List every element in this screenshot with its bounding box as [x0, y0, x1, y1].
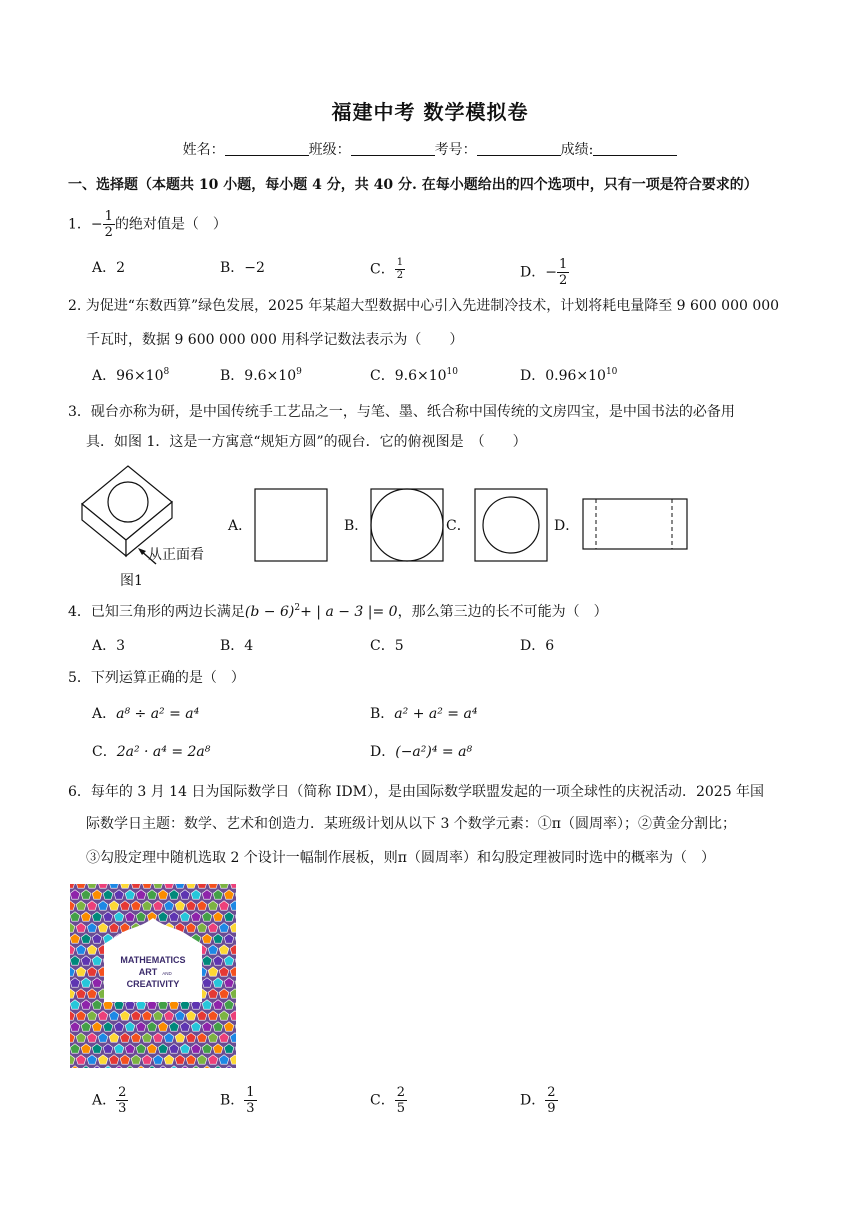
q4-option-c[interactable]: C．5 — [370, 638, 404, 654]
q2-option-c[interactable]: C．$9.6\times 10^{10}$ — [370, 367, 458, 384]
q5-option-a[interactable]: A．a⁸ ÷ a² = a⁴ — [92, 706, 200, 722]
q1-option-a[interactable]: A．2 — [92, 260, 126, 276]
poster-line3: CREATIVITY — [126, 979, 180, 989]
class-blank[interactable] — [351, 141, 435, 156]
question-6-line1: 6．每年的 3 月 14 日为国际数学日（简称 IDM），是由国际数学联盟发起的一项全球性的庆祝活动．2025 年国 — [68, 784, 765, 800]
formula: (b − 6) — [244, 604, 295, 620]
q3-option-a-label[interactable]: A． — [228, 518, 253, 534]
question-4-stem: 4．已知三角形的两边长满足$(b - 6)^2+$ | a − 3 |= 0，那么第三边的长不可能为（ ） — [68, 603, 608, 620]
q2-option-d[interactable]: D．$0.96\times 10^{10}$ — [520, 367, 618, 384]
question-text: 的绝对值是（ ） — [114, 216, 227, 233]
question-5-stem: 5．下列运算正确的是（ ） — [68, 670, 245, 686]
q3-option-d-label[interactable]: D． — [554, 518, 580, 534]
q5-option-d[interactable]: D．(−a²)⁴ = a⁸ — [370, 744, 473, 760]
q6-option-c[interactable]: C． $\frac{2}{5}$ — [370, 1085, 405, 1116]
exam-no-label: 考号： — [434, 142, 477, 158]
q3-option-c-label[interactable]: C． — [446, 518, 471, 534]
q5-option-c[interactable]: C．2a² · a⁴ = 2a⁸ — [92, 744, 211, 760]
view-direction-label: 从正面看 — [148, 547, 204, 563]
question-6-line2: 际数学日主题：数学、艺术和创造力．某班级计划从以下 3 个数学元素：①π（圆周率）；②黄金分割比； — [86, 816, 737, 832]
page-title: 福建中考 数学模拟卷 — [331, 100, 529, 124]
poster-line2: ART — [138, 967, 158, 977]
question-6-line3: ③勾股定理中随机选取 2 个设计一幅制作展板，则π（圆周率）和勾股定理被同时选中的概率为（ ） — [86, 850, 716, 866]
q4-option-d[interactable]: D．6 — [520, 638, 555, 654]
q3-option-a-figure[interactable] — [254, 488, 330, 564]
question-3-line2: 具．如图 1．这是一方寓意“规矩方圆”的砚台．它的俯视图是 （ ） — [86, 434, 527, 450]
q1-option-d[interactable]: D．− $\frac{1}{2}$ — [520, 257, 568, 288]
student-info-line — [0, 139, 860, 159]
score-blank[interactable] — [593, 141, 677, 156]
question-3-line1: 3．砚台亦称为研，是中国传统手工艺品之一，与笔、墨、纸合称中国传统的文房四宝，是中国书法的必备用 — [68, 404, 735, 420]
idm-poster-image — [70, 884, 236, 1068]
q6-option-d[interactable]: D． $\frac{2}{9}$ — [520, 1085, 556, 1116]
q6-option-b[interactable]: B． $\frac{1}{3}$ — [220, 1085, 255, 1116]
q2-option-a[interactable]: A．$96\times 10^8$ — [92, 367, 170, 384]
name-label: 姓名： — [182, 142, 225, 158]
score-label: 成绩: — [560, 142, 594, 158]
question-number: 1． — [68, 216, 91, 233]
question-2-line2: 千瓦时，数据 9 600 000 000 用科学记数法表示为（ ） — [86, 332, 464, 348]
question-1-stem — [68, 210, 227, 239]
q1-option-c[interactable]: C． $\frac{1}{2}$ — [370, 257, 404, 281]
q3-option-b-label[interactable]: B． — [344, 518, 369, 534]
q3-option-c-figure[interactable] — [474, 488, 550, 564]
q6-option-a[interactable]: A． $\frac{2}{3}$ — [92, 1085, 127, 1116]
q4-option-b[interactable]: B．4 — [220, 638, 254, 654]
name-blank[interactable] — [225, 141, 309, 156]
q2-option-b[interactable]: B．$9.6\times 10^9$ — [220, 367, 302, 384]
q4-option-a[interactable]: A．3 — [92, 638, 126, 654]
inkstone-3d-figure — [76, 460, 226, 592]
q3-option-b-figure[interactable] — [370, 488, 446, 564]
q3-option-d-figure[interactable] — [582, 498, 690, 552]
fraction: $\frac{1}{2}$ — [104, 209, 113, 240]
minus-sign: − — [90, 216, 103, 233]
section-heading: 一、选择题（本题共 10 小题，每小题 4 分，共 40 分. 在每小题给出的四个选项中，只有一项是符合要求的） — [68, 177, 758, 193]
class-label: 班级： — [308, 142, 351, 158]
mosaic-pattern — [70, 884, 236, 1068]
poster-line1: MATHEMATICS — [120, 955, 186, 965]
question-2-line1: 2. 为促进“东数西算”绿色发展，2025 年某超大型数据中心引入先进制冷技术，计划将耗电量降至 9 600 000 000 — [68, 298, 780, 314]
q1-option-b[interactable]: B．−2 — [220, 260, 265, 276]
q5-option-b[interactable]: B．a² + a² = a⁴ — [370, 706, 478, 722]
figure-caption: 图1 — [120, 573, 143, 589]
poster-line2-small: AND — [162, 971, 172, 976]
exam-no-blank[interactable] — [477, 141, 561, 156]
